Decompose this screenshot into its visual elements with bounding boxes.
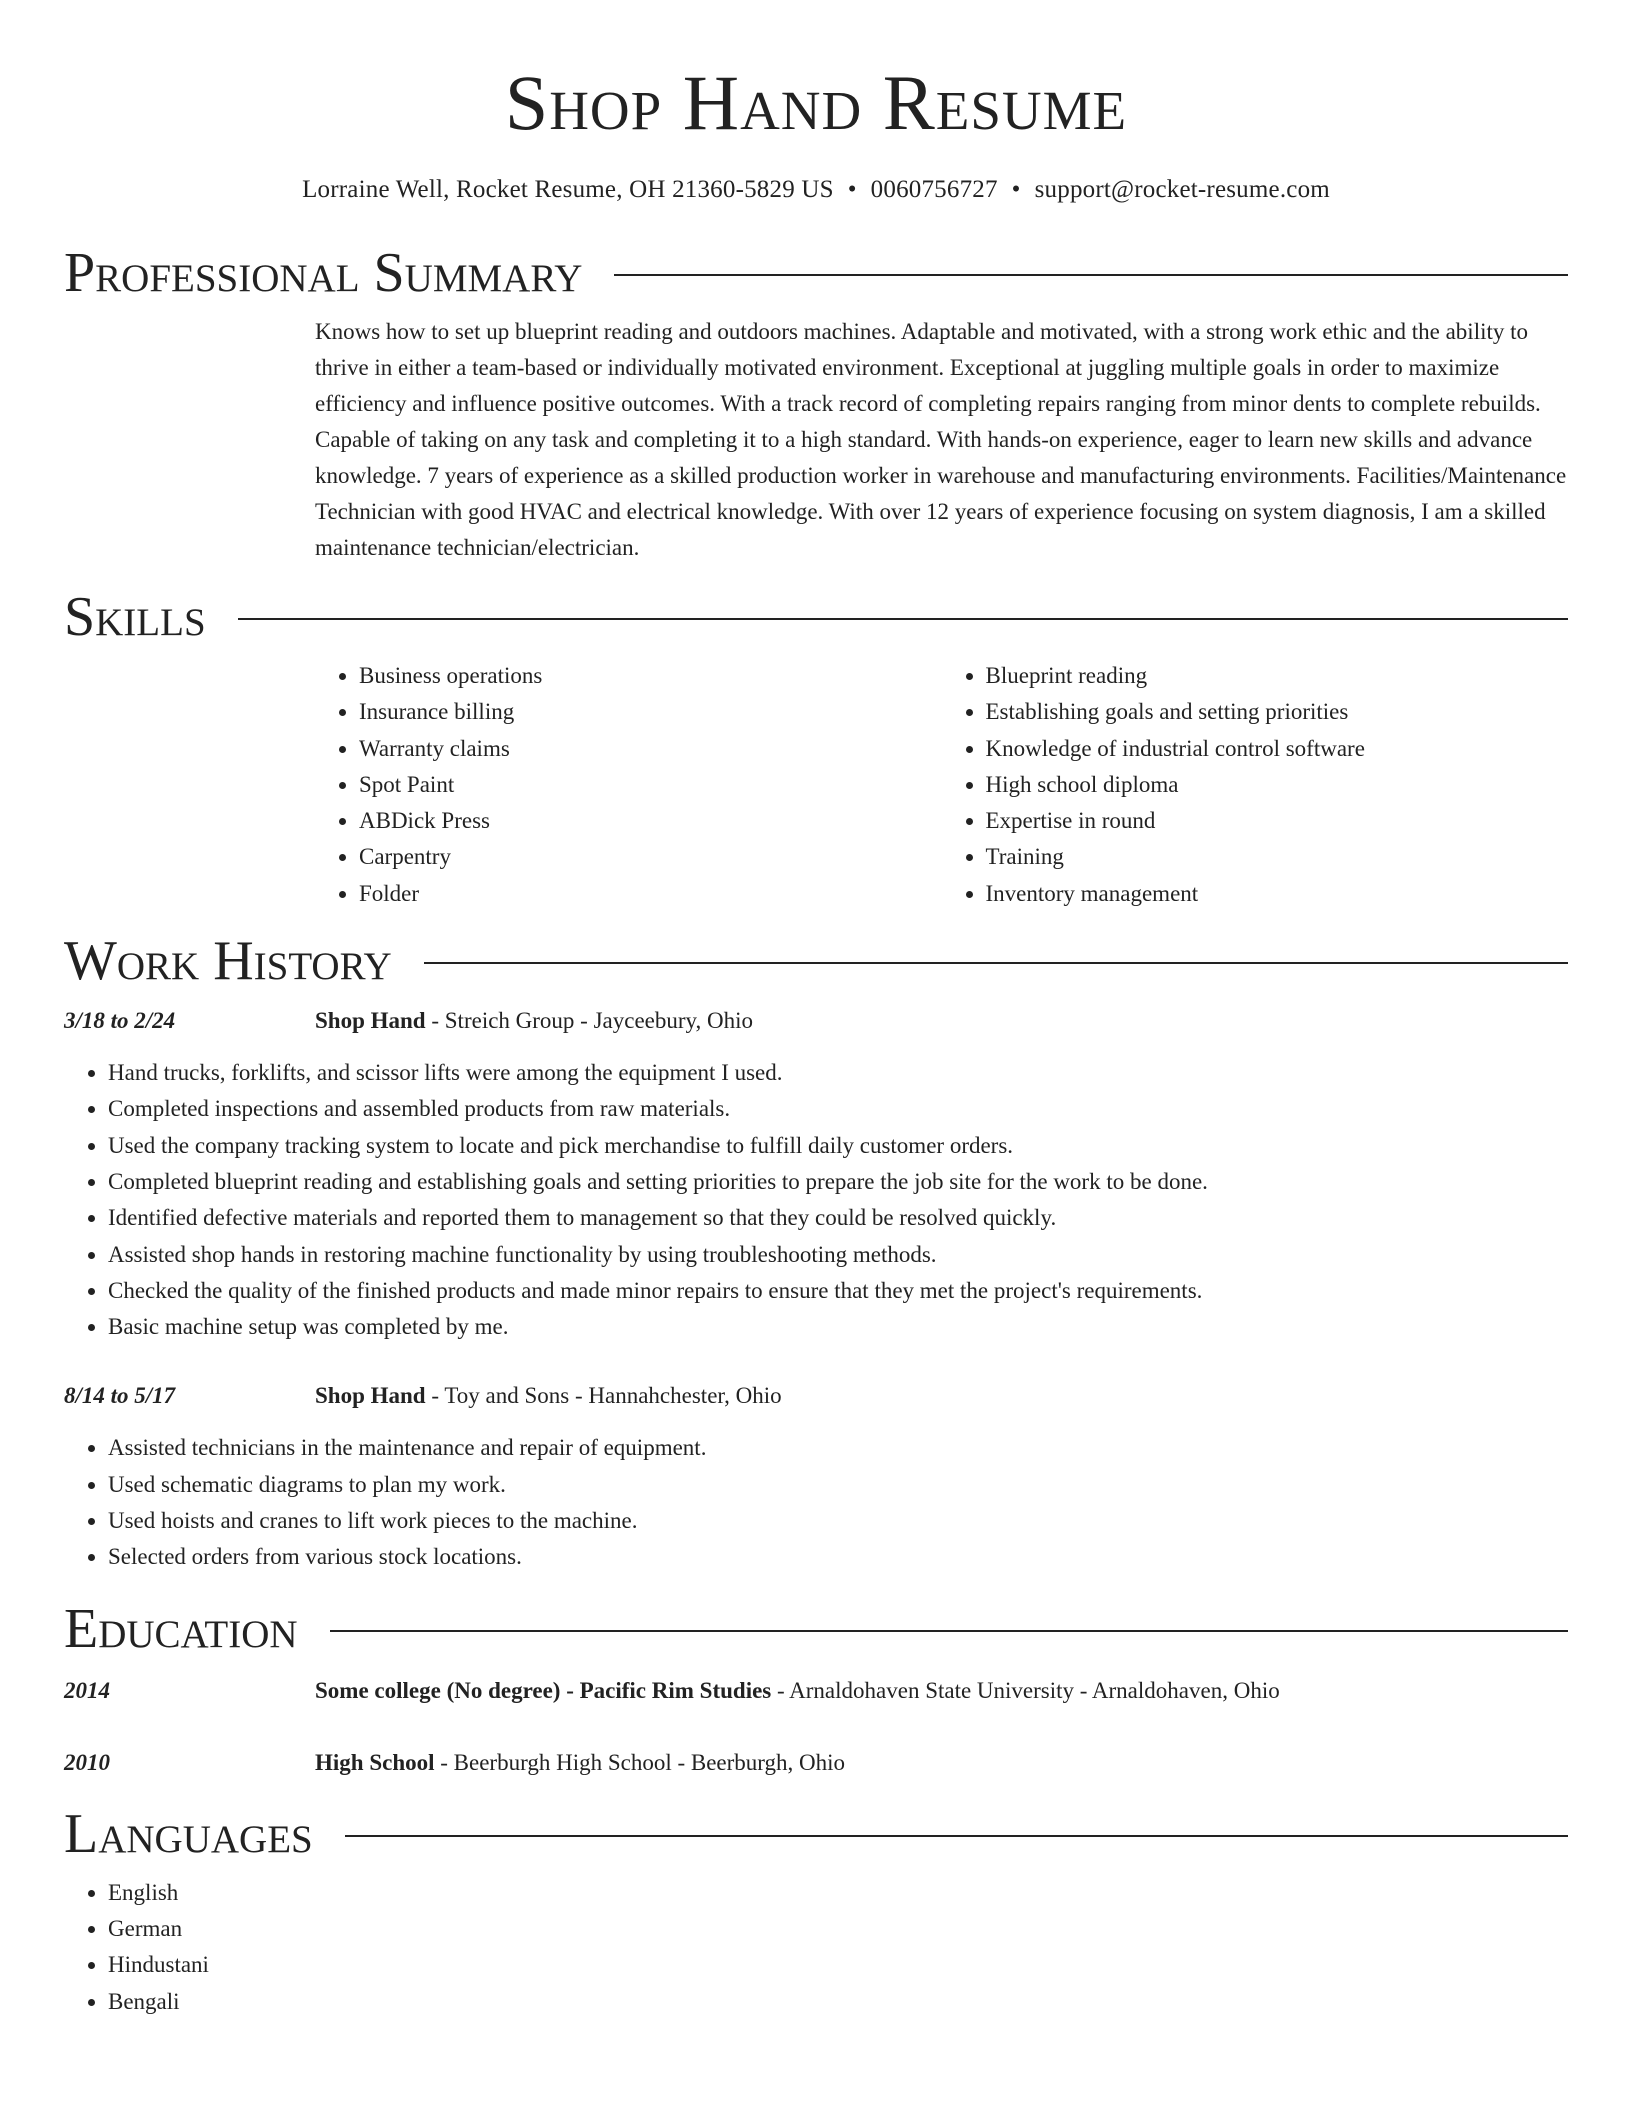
skill-item: • Warranty claims <box>359 731 942 767</box>
job-entry <box>64 1378 1568 1414</box>
job-duty: • Identified defective materials and reported them to management so that they could be resolved quickly. <box>108 1200 1568 1236</box>
section-divider <box>238 618 1568 620</box>
contact-phone: 0060756727 <box>870 176 998 203</box>
job-duty: • Used hoists and cranes to lift work pieces to the machine. <box>108 1503 1568 1539</box>
work-heading: Work History <box>64 930 392 993</box>
languages-heading: Languages <box>64 1802 313 1865</box>
skills-section-header <box>64 586 1568 648</box>
skill-item: • Inventory management <box>986 876 1569 912</box>
job-duty: • Used schematic diagrams to plan my work. <box>108 1467 1568 1503</box>
education-heading-line <box>315 1673 1280 1709</box>
job-duty: • Hand trucks, forklifts, and scissor lifts were among the equipment I used. <box>108 1055 1568 1091</box>
language-item: • English <box>108 1875 1568 1911</box>
job-duty: • Completed blueprint reading and establishing goals and setting priorities to prepare the job site for the work to be done. <box>108 1164 1568 1200</box>
education-heading: Education <box>64 1597 298 1660</box>
skill-item: • Spot Paint <box>359 767 942 803</box>
job-duty: • Assisted shop hands in restoring machine functionality by using troubleshooting methods. <box>108 1237 1568 1273</box>
job-dates: 8/14 to 5/17 <box>64 1383 176 1409</box>
job-duty: • Selected orders from various stock locations. <box>108 1539 1568 1575</box>
job-duty: • Basic machine setup was completed by me. <box>108 1309 1568 1345</box>
job-heading <box>315 1378 782 1414</box>
job-employer: - Streich Group - Jayceebury, Ohio <box>425 1008 754 1034</box>
section-divider <box>345 1835 1568 1837</box>
skill-item: • High school diploma <box>986 767 1569 803</box>
contact-email: support@rocket-resume.com <box>1034 176 1330 203</box>
summary-section-header <box>64 242 1568 304</box>
language-item: • German <box>108 1911 1568 1947</box>
job-duty: • Checked the quality of the finished products and made minor repairs to ensure that they met the project's requirements. <box>108 1273 1568 1309</box>
job-title: Shop Hand <box>315 1008 426 1034</box>
job-title: Shop Hand <box>315 1383 426 1409</box>
job-duty: • Completed inspections and assembled products from raw materials. <box>108 1091 1568 1127</box>
summary-text: Knows how to set up blueprint reading and outdoors machines. Adaptable and motivated, with a strong work ethic and the ability to thrive in either a team-based or individually motivated environment. Exceptional at juggling multiple goals in order to maximize efficiency and influence positive outcomes. With a track record of completing repairs ranging from minor dents to complete rebuilds. Capable of taking on any task and completing it to a high standard. With hands-on experience, eager to learn new skills and advance knowledge. 7 years of experience as a skilled production worker in warehouse and manufacturing environments. Facilities/Maintenance Technician with good HVAC and electrical knowledge. With over 12 years of experience focusing on system diagnosis, I am a skilled maintenance technician/electrician. <box>315 319 1567 560</box>
contact-separator: • <box>1011 176 1021 203</box>
language-item: • Hindustani <box>108 1947 1568 1983</box>
skill-item: • Expertise in round <box>986 803 1569 839</box>
education-year: 2010 <box>64 1749 110 1775</box>
skill-item: • ABDick Press <box>359 803 942 839</box>
job-entry <box>64 1003 1568 1039</box>
resume-title: Shop Hand Resume <box>504 59 1128 146</box>
job-duty: • Assisted technicians in the maintenance and repair of equipment. <box>108 1430 1568 1466</box>
education-year: 2014 <box>64 1677 110 1703</box>
education-heading-line <box>315 1745 845 1781</box>
skills-list-right <box>942 658 1569 912</box>
skills-grid <box>315 658 1568 912</box>
education-section-header <box>64 1597 1568 1660</box>
skill-item: • Business operations <box>359 658 942 694</box>
languages-list <box>64 1875 1568 2020</box>
job-employer: - Toy and Sons - Hannahchester, Ohio <box>425 1383 782 1409</box>
work-section-header <box>64 930 1568 993</box>
job-duties <box>64 1430 1568 1575</box>
job-duty: • Used the company tracking system to locate and pick merchandise to fulfill daily customer orders. <box>108 1128 1568 1164</box>
skill-item: • Establishing goals and setting priorities <box>986 694 1569 730</box>
skill-item: • Training <box>986 839 1569 875</box>
skills-list-left <box>315 658 942 912</box>
education-school: - Beerburgh High School - Beerburgh, Ohio <box>434 1749 846 1775</box>
education-degree: High School <box>315 1749 435 1775</box>
skill-item: • Insurance billing <box>359 694 942 730</box>
education-school: - Arnaldohaven State University - Arnaldohaven, Ohio <box>771 1677 1280 1703</box>
section-divider <box>424 962 1568 964</box>
skill-item: • Blueprint reading <box>986 658 1569 694</box>
summary-heading: Professional Summary <box>64 242 583 304</box>
education-degree: Some college (No degree) - Pacific Rim Studies <box>315 1677 772 1703</box>
languages-section-header <box>64 1802 1568 1865</box>
section-divider <box>330 1630 1568 1632</box>
section-divider <box>614 274 1568 276</box>
job-heading <box>315 1003 753 1039</box>
job-dates: 3/18 to 2/24 <box>64 1008 176 1034</box>
contact-separator: • <box>847 176 857 203</box>
language-item: • Bengali <box>108 1984 1568 2020</box>
job-duties <box>64 1055 1568 1345</box>
education-entry <box>64 1745 1568 1781</box>
contact-address: Lorraine Well, Rocket Resume, OH 21360-5829 US <box>302 176 834 203</box>
skill-item: • Folder <box>359 876 942 912</box>
skill-item: • Knowledge of industrial control software <box>986 731 1569 767</box>
skills-heading: Skills <box>64 586 206 648</box>
contact-line <box>64 176 1568 208</box>
education-entry <box>64 1673 1568 1709</box>
skill-item: • Carpentry <box>359 839 942 875</box>
